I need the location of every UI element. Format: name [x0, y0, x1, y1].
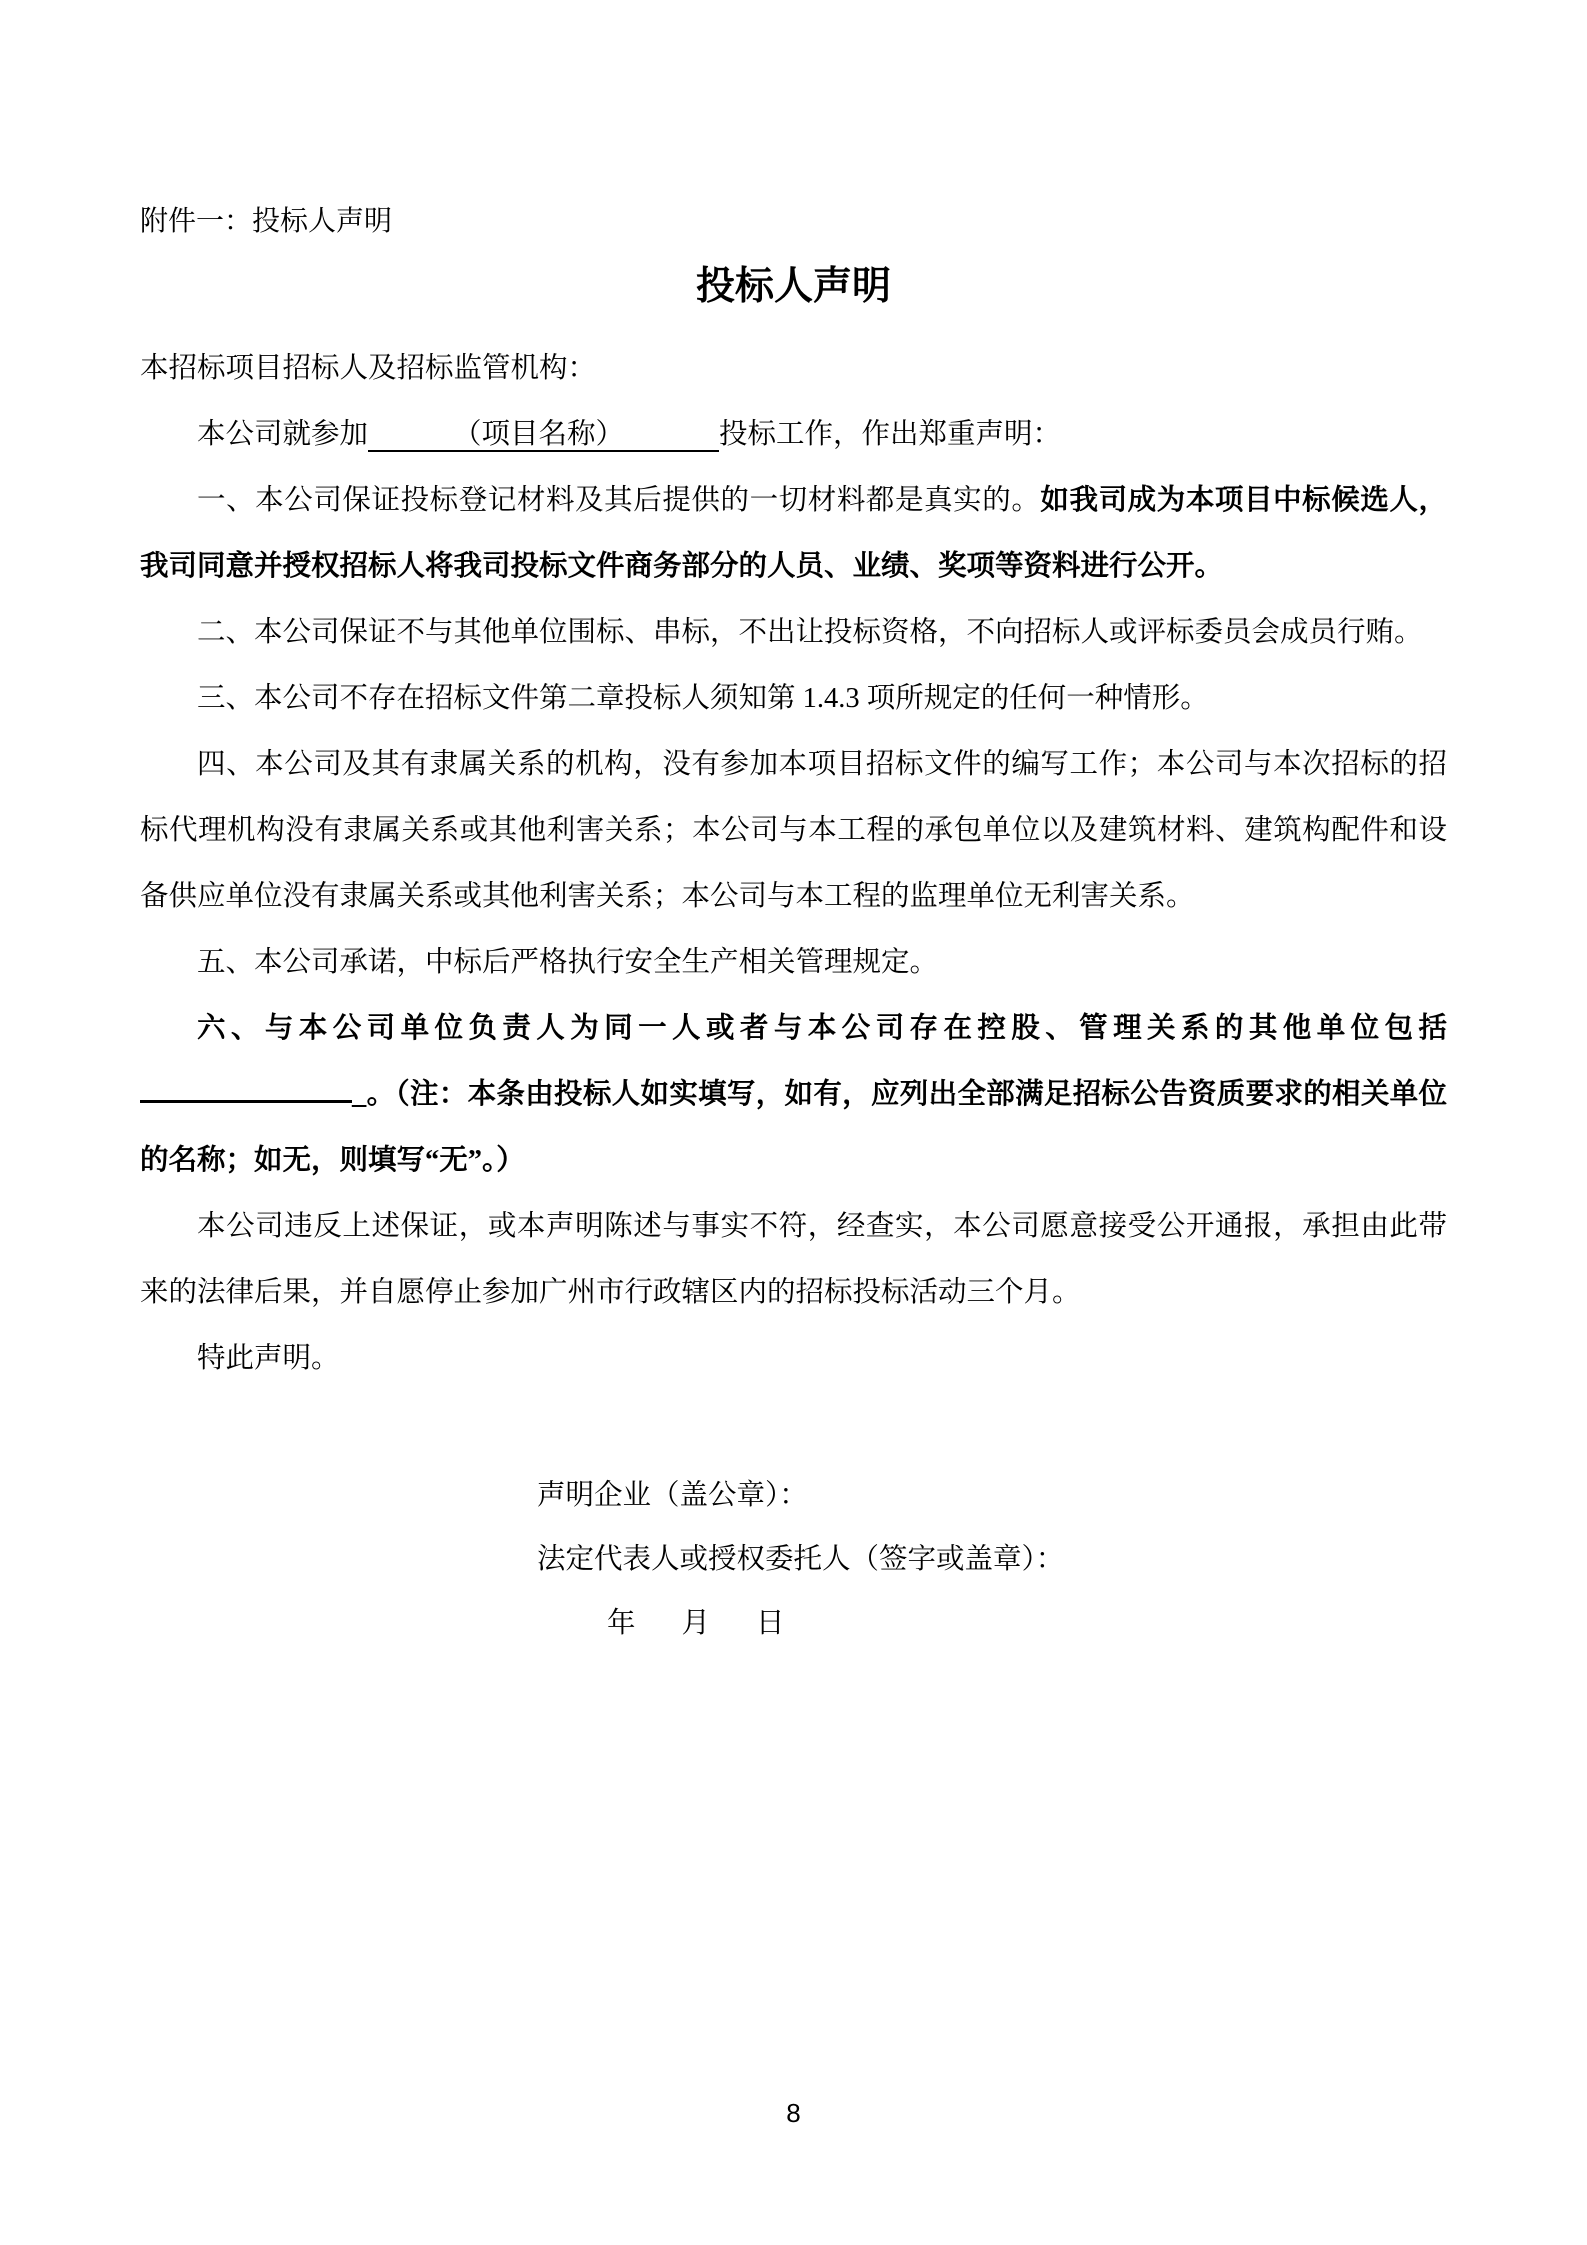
declaration-item-6	[140, 996, 1447, 1194]
item-6-before-blank: 六、与本公司单位负责人为同一人或者与本公司存在控股、管理关系的其他单位包括	[197, 1013, 1447, 1044]
blank-spacer	[624, 442, 719, 443]
month-label: 月	[681, 1608, 711, 1639]
declaration-item-4: 四、本公司及其有隶属关系的机构，没有参加本项目招标文件的编写工作；本公司与本次招标的招标代理机构没有隶属关系或其他利害关系；本公司与本工程的承包单位以及建筑材料、建筑构配件和设备供应单位没有隶属关系或其他利害关系；本公司与本工程的监理单位无利害关系。	[140, 749, 1447, 912]
blank-spacer	[368, 442, 453, 443]
project-name-blank-label: （项目名称）	[453, 419, 625, 450]
other-units-blank[interactable]	[140, 1069, 352, 1103]
final-statement: 特此声明。	[197, 1343, 340, 1374]
closing-paragraph: 本公司违反上述保证，或本声明陈述与事实不符，经查实，本公司愿意接受公开通报，承担由此带来的法律后果，并自愿停止参加广州市行政辖区内的招标投标活动三个月。	[140, 1211, 1447, 1308]
year-label: 年	[607, 1608, 636, 1639]
document-title: 投标人声明	[695, 265, 891, 308]
salutation: 本招标项目招标人及招标监管机构：	[140, 353, 597, 384]
project-name-blank[interactable]	[368, 419, 719, 452]
item-6-after-blank: _。（注：本条由投标人如实填写，如有，应列出全部满足招标公告资质要求的相关单位的名称；如无，则填写“无”。）	[140, 1079, 1447, 1176]
declaration-item-5: 五、本公司承诺，中标后严格执行安全生产相关管理规定。	[197, 947, 939, 978]
day-label: 日	[756, 1608, 785, 1639]
item-1-bold-text: 如我司成为本项目中标候选人，我司同意并授权招标人将我司投标文件商务部分的人员、业绩、奖项等资料进行公开。	[140, 485, 1447, 582]
item-1-normal-text: 一、本公司保证投标登记材料及其后提供的一切材料都是真实的。	[197, 485, 1041, 516]
intro-after-blank: 投标工作，作出郑重声明：	[719, 419, 1062, 450]
signature-date-line	[537, 1592, 1447, 1656]
signature-company-line: 声明企业（盖公章）：	[537, 1480, 808, 1511]
intro-paragraph	[140, 402, 1447, 468]
intro-before-blank: 本公司就参加	[197, 419, 369, 450]
document-content	[140, 0, 1447, 1656]
declaration-item-2: 二、本公司保证不与其他单位围标、串标，不出让投标资格，不向招标人或评标委员会成员行贿。	[197, 617, 1423, 648]
signature-representative-line: 法定代表人或授权委托人（签字或盖章）：	[537, 1544, 1065, 1575]
page-number: 8	[786, 2098, 801, 2128]
declaration-item-3: 三、本公司不存在招标文件第二章投标人须知第 1.4.3 项所规定的任何一种情形。	[197, 683, 1209, 714]
declaration-item-1	[140, 468, 1447, 600]
signature-block	[140, 1464, 1447, 1656]
document-body	[140, 336, 1447, 1392]
attachment-note: 附件一：投标人声明	[140, 206, 393, 237]
